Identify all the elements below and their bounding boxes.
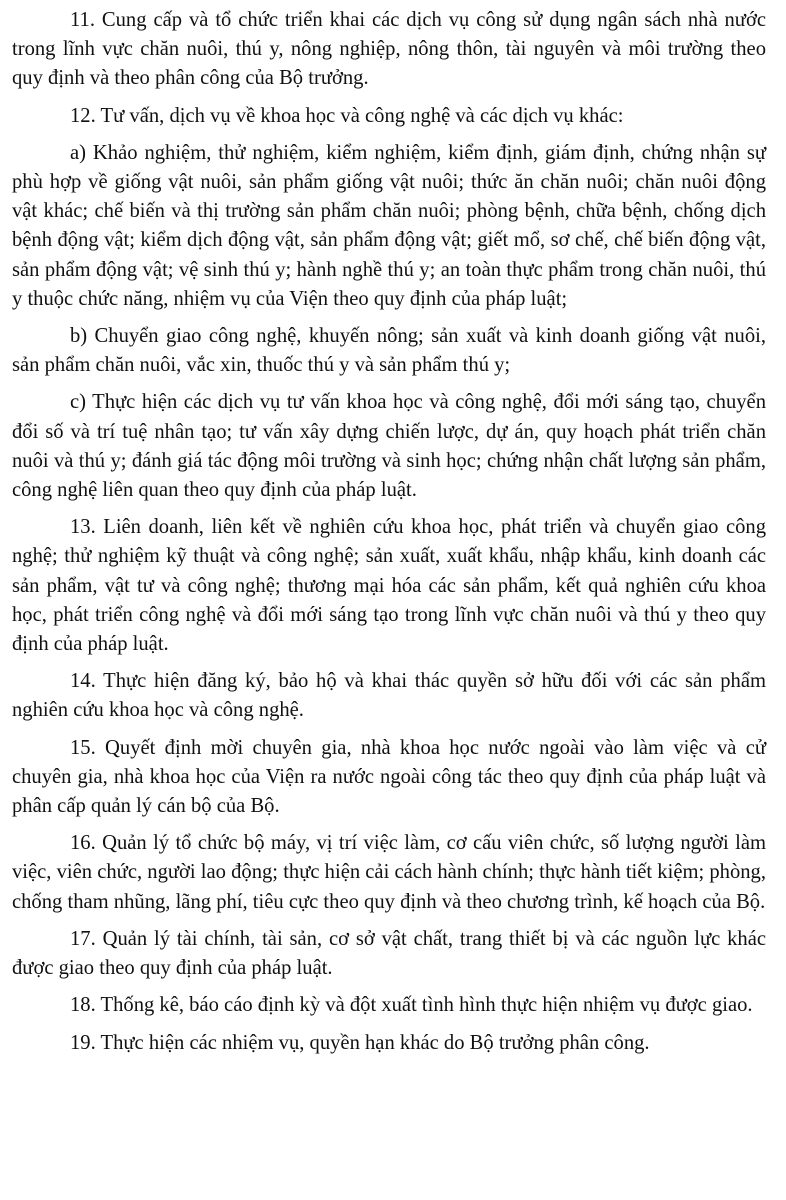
paragraph-item-12b: b) Chuyển giao công nghệ, khuyến nông; sản xuất và kinh doanh giống vật nuôi, sản phẩm chăn nuôi, vắc xin, thuốc thú y và sản phẩm thú y; [12, 325, 766, 377]
paragraph-item-19: 19. Thực hiện các nhiệm vụ, quyền hạn khác do Bộ trưởng phân công. [70, 1031, 650, 1054]
paragraph-item-16: 16. Quản lý tổ chức bộ máy, vị trí việc làm, cơ cấu viên chức, số lượng người làm việc, viên chức, người lao động; thực hiện cải cách hành chính; thực hành tiết kiệm; phòng, chống tham nhũng, lãng phí, tiêu cực theo quy định và theo chương trình, kế hoạch của Bộ. [12, 832, 766, 913]
paragraph-item-12: 12. Tư vấn, dịch vụ về khoa học và công nghệ và các dịch vụ khác: [70, 104, 624, 127]
paragraph-item-11: 11. Cung cấp và tổ chức triển khai các dịch vụ công sử dụng ngân sách nhà nước trong lĩnh vực chăn nuôi, thú y, nông nghiệp, nông thôn, tài nguyên và môi trường theo quy định và theo phân công của Bộ trưởng. [12, 9, 766, 90]
paragraph-item-15: 15. Quyết định mời chuyên gia, nhà khoa học nước ngoài vào làm việc và cử chuyên gia, nhà khoa học của Viện ra nước ngoài công tác theo quy định của pháp luật và phân cấp quản lý cán bộ của Bộ. [12, 736, 766, 818]
paragraph-item-13: 13. Liên doanh, liên kết về nghiên cứu khoa học, phát triển và chuyển giao công nghệ; thử nghiệm kỹ thuật và công nghệ; sản xuất, xuất khẩu, nhập khẩu, kinh doanh các sản phẩm, vật tư và công nghệ; thương mại hóa các sản phẩm, kết quả nghiên cứu khoa học, phát triển công nghệ và đổi mới sáng tạo trong lĩnh vực chăn nuôi và thú y theo quy định của pháp luật. [12, 516, 766, 656]
paragraph-item-18: 18. Thống kê, báo cáo định kỳ và đột xuất tình hình thực hiện nhiệm vụ được giao. [70, 994, 753, 1017]
paragraph-item-14: 14. Thực hiện đăng ký, bảo hộ và khai thác quyền sở hữu đối với các sản phẩm nghiên cứu khoa học và công nghệ. [12, 670, 766, 722]
paragraph-item-12c: c) Thực hiện các dịch vụ tư vấn khoa học và công nghệ, đổi mới sáng tạo, chuyển đổi số và trí tuệ nhân tạo; tư vấn xây dựng chiến lược, dự án, quy hoạch phát triển chăn nuôi và thú y; đánh giá tác động môi trường và sinh học; chứng nhận chất lượng sản phẩm, công nghệ liên quan theo quy định của pháp luật. [12, 391, 766, 502]
paragraph-item-17: 17. Quản lý tài chính, tài sản, cơ sở vật chất, trang thiết bị và các nguồn lực khác được giao theo quy định của pháp luật. [12, 927, 766, 980]
paragraph-item-12a: a) Khảo nghiệm, thử nghiệm, kiểm nghiệm, kiểm định, giám định, chứng nhận sự phù hợp về giống vật nuôi, sản phẩm giống vật nuôi; thức ăn chăn nuôi; chăn nuôi động vật khác; chế biến và thị trường sản phẩm chăn nuôi; phòng bệnh, chữa bệnh, chống dịch bệnh động vật; kiểm dịch động vật, sản phẩm động vật; giết mổ, sơ chế, chế biến động vật, sản phẩm động vật; vệ sinh thú y; hành nghề thú y; an toàn thực phẩm trong chăn nuôi, thú y thuộc chức năng, nhiệm vụ của Viện theo quy định của pháp luật; [12, 141, 766, 310]
